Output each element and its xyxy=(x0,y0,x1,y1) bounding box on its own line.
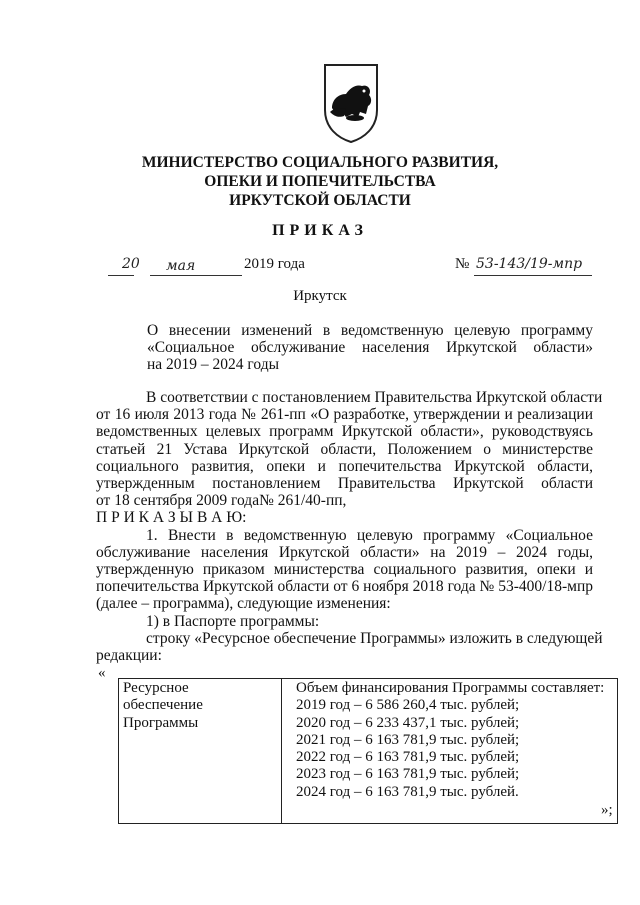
ministry-line: ОПЕКИ И ПОПЕЧИТЕЛЬСТВА xyxy=(204,173,436,190)
date-day: 20 xyxy=(122,256,140,272)
subject-line: О внесении изменений в ведомственную целевую программу xyxy=(147,322,593,339)
month-underline xyxy=(150,275,242,276)
body-line: утвержденную приказом министерства социального развития, опеки и xyxy=(96,561,593,579)
label-line: Программы xyxy=(123,714,199,731)
subject-line: на 2019 – 2024 годы xyxy=(147,356,279,373)
body-line: от 16 июля 2013 года № 261-пп «О разработке, утверждении и реализации xyxy=(96,406,593,424)
closing-quote: »; xyxy=(601,802,613,818)
label-line: обеспечение xyxy=(123,697,203,714)
value-line: Объем финансирования Программы составляет: xyxy=(296,680,605,696)
city: Иркутск xyxy=(293,288,347,304)
body-line: В соответствии с постановлением Правительства Иркутской области xyxy=(146,389,603,406)
date-number-row xyxy=(0,256,640,280)
body-line: статьей 21 Устава Иркутской области, Положением о министерстве xyxy=(96,440,593,458)
body-line: 1) в Паспорте программы: xyxy=(146,612,320,630)
document-number: 53-143/19-мпр xyxy=(476,256,583,272)
date-underline xyxy=(108,275,134,276)
order-subject xyxy=(147,322,593,373)
body-line: редакции: xyxy=(96,647,162,665)
ministry-name xyxy=(0,153,640,210)
ministry-line: МИНИСТЕРСТВО СОЦИАЛЬНОГО РАЗВИТИЯ, xyxy=(141,154,499,171)
subject-line: «Социальное обслуживание населения Иркутской области» xyxy=(147,339,593,356)
body-line: строку «Ресурсное обеспечение Программы» изложить в следующей xyxy=(146,629,603,647)
body-line: ведомственных целевых программ Иркутской области», руководствуясь xyxy=(96,423,593,441)
coat-of-arms-icon xyxy=(322,62,380,144)
resource-table xyxy=(118,678,618,824)
value-line: 2023 год – 6 163 781,9 тыс. рублей; xyxy=(296,766,520,783)
document-type-title: ПРИКАЗ xyxy=(272,222,368,239)
table-row xyxy=(119,679,618,824)
order-body xyxy=(96,389,603,665)
body-line: (далее – программа), следующие изменения: xyxy=(96,595,391,613)
value-line: 2021 год – 6 163 781,9 тыс. рублей; xyxy=(296,731,520,748)
body-line: социального развития, опеки и попечительства Иркутской области, xyxy=(96,457,593,475)
value-line: 2022 год – 6 163 781,9 тыс. рублей; xyxy=(296,749,520,766)
date-month: мая xyxy=(166,258,196,274)
table-cell-label xyxy=(119,679,282,824)
value-line: 2020 год – 6 233 437,1 тыс. рублей; xyxy=(296,714,520,731)
date-year: 2019 года xyxy=(244,256,305,272)
ministry-line: ИРКУТСКОЙ ОБЛАСТИ xyxy=(229,192,411,209)
orders-heading: П Р И К А З Ы В А Ю: xyxy=(96,509,247,527)
body-line: от 18 сентября 2009 года№ 261/40-пп, xyxy=(96,492,347,510)
body-line: 1. Внести в ведомственную целевую программу «Социальное xyxy=(146,526,593,544)
body-line: утвержденным постановлением Правительства Иркутской области xyxy=(96,475,593,493)
number-sign: № xyxy=(455,256,470,272)
opening-quote: « xyxy=(98,665,106,681)
body-line: попечительства Иркутской области от 6 ноября 2018 года № 53-400/18-мпр xyxy=(96,578,593,596)
number-underline xyxy=(474,275,592,276)
value-line: 2024 год – 6 163 781,9 тыс. рублей. xyxy=(296,783,519,800)
label-line: Ресурсное xyxy=(123,680,189,696)
table-cell-value xyxy=(282,679,618,824)
value-line: 2019 год – 6 586 260,4 тыс. рублей; xyxy=(296,697,520,714)
body-line: обслуживание населения Иркутской области» на 2019 – 2024 годы, xyxy=(96,543,593,561)
